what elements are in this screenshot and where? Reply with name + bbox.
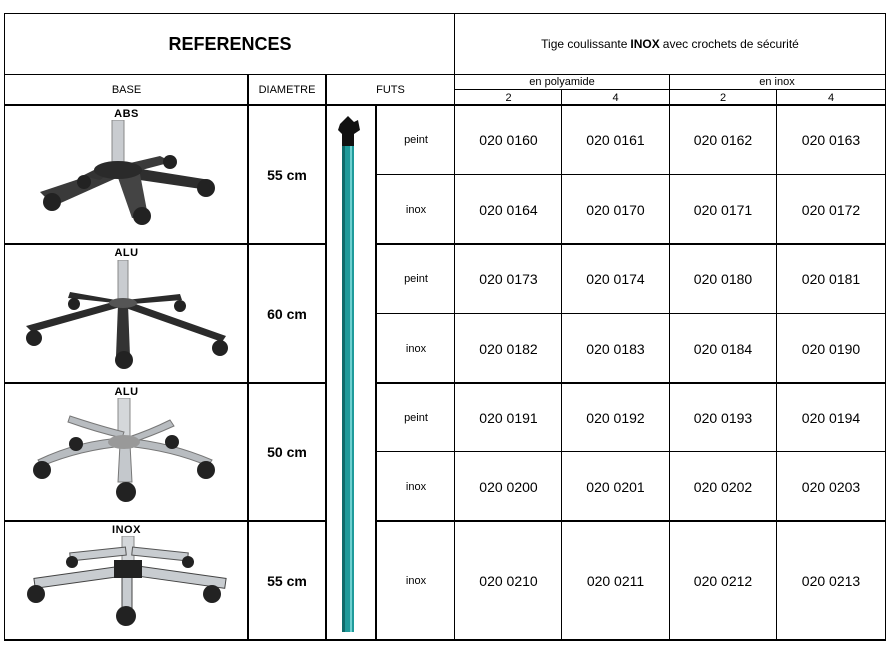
reference-code: 020 0174 bbox=[586, 271, 645, 287]
sub-header-3: 2 bbox=[719, 91, 727, 104]
grid-line bbox=[325, 74, 327, 641]
diametre-value: 55 cm bbox=[267, 166, 307, 183]
black-aluminium-five-star-base-icon bbox=[20, 260, 240, 372]
grid-line bbox=[4, 13, 5, 641]
diametre-value: 50 cm bbox=[267, 444, 307, 460]
grid-line bbox=[4, 104, 886, 106]
reference-code: 020 0180 bbox=[693, 271, 753, 287]
reference-code: 020 0210 bbox=[479, 572, 538, 589]
sub-header-2: 4 bbox=[612, 91, 619, 104]
reference-code: 020 0190 bbox=[801, 340, 861, 357]
grid-line bbox=[376, 243, 886, 245]
reference-code: 020 0191 bbox=[479, 409, 538, 426]
futs-label: peint bbox=[404, 273, 428, 285]
grid-line bbox=[247, 74, 249, 641]
grid-line bbox=[454, 13, 455, 641]
tige-text-post: avec crochets de sécurité bbox=[662, 37, 799, 51]
grid-line bbox=[4, 639, 886, 641]
reference-code: 020 0172 bbox=[801, 201, 861, 218]
base-label: ABS bbox=[114, 108, 139, 120]
reference-code: 020 0183 bbox=[586, 340, 645, 357]
reference-code: 020 0192 bbox=[586, 409, 645, 426]
reference-code: 020 0164 bbox=[479, 201, 538, 218]
references-title: REFERENCES bbox=[168, 33, 292, 54]
grid-line bbox=[669, 74, 670, 641]
sub-header-4: 4 bbox=[827, 91, 835, 104]
grid-line bbox=[376, 520, 886, 522]
grid-line bbox=[4, 243, 327, 245]
futs-label: inox bbox=[405, 342, 427, 355]
futs-label: peint bbox=[404, 411, 428, 424]
reference-code: 020 0194 bbox=[801, 409, 861, 426]
reference-code: 020 0163 bbox=[801, 132, 861, 148]
reference-code: 020 0171 bbox=[693, 201, 753, 218]
base-label: INOX bbox=[112, 524, 141, 536]
reference-code: 020 0184 bbox=[693, 340, 753, 357]
col-base-header: BASE bbox=[111, 83, 142, 96]
col-diametre-header: DIAMETRE bbox=[258, 83, 316, 96]
tige-text-pre: Tige coulissante bbox=[541, 37, 628, 51]
grid-line bbox=[376, 174, 886, 175]
pole-icon bbox=[334, 116, 368, 634]
grid-line bbox=[885, 13, 886, 641]
reference-code: 020 0202 bbox=[693, 478, 753, 495]
base-label: ALU bbox=[114, 247, 139, 259]
reference-code: 020 0181 bbox=[801, 271, 861, 287]
reference-code: 020 0201 bbox=[586, 478, 645, 495]
reference-code: 020 0173 bbox=[479, 271, 538, 287]
grid-line bbox=[4, 74, 886, 75]
grid-line bbox=[561, 89, 562, 641]
futs-label: peint bbox=[404, 134, 428, 146]
grid-line bbox=[376, 382, 886, 384]
grid-line bbox=[4, 520, 327, 522]
grid-line bbox=[455, 89, 886, 90]
reference-code: 020 0160 bbox=[479, 132, 538, 148]
grid-line bbox=[376, 313, 886, 314]
reference-code: 020 0193 bbox=[693, 409, 753, 426]
reference-code: 020 0203 bbox=[801, 478, 861, 495]
reference-code: 020 0162 bbox=[693, 132, 753, 148]
base-label: ALU bbox=[114, 386, 139, 398]
reference-code: 020 0213 bbox=[801, 572, 861, 589]
reference-code: 020 0200 bbox=[479, 478, 538, 495]
col-polyamide-header: en polyamide bbox=[529, 76, 595, 88]
polished-aluminium-five-star-base-icon bbox=[20, 398, 240, 510]
futs-label: inox bbox=[405, 203, 427, 216]
grid-line bbox=[376, 451, 886, 452]
diametre-value: 60 cm bbox=[267, 305, 307, 322]
col-inox-header: en inox bbox=[759, 76, 795, 88]
reference-code: 020 0182 bbox=[479, 340, 538, 357]
reference-code: 020 0170 bbox=[586, 201, 645, 218]
tige-text-bold: INOX bbox=[630, 37, 660, 51]
grid-line bbox=[375, 104, 377, 641]
black-plastic-five-star-base-icon bbox=[30, 120, 230, 230]
reference-code: 020 0211 bbox=[586, 572, 645, 589]
grid-line bbox=[4, 13, 886, 14]
grid-line bbox=[4, 382, 327, 384]
col-futs-header: FUTS bbox=[376, 83, 405, 96]
reference-code: 020 0161 bbox=[586, 132, 645, 148]
sub-header-1: 2 bbox=[505, 91, 512, 104]
stainless-five-star-base-icon bbox=[20, 536, 240, 636]
reference-code: 020 0212 bbox=[693, 572, 753, 589]
tige-description bbox=[455, 14, 885, 74]
futs-label: inox bbox=[405, 574, 427, 587]
grid-line bbox=[776, 89, 777, 641]
futs-label: inox bbox=[405, 480, 427, 493]
diametre-value: 55 cm bbox=[267, 572, 307, 589]
